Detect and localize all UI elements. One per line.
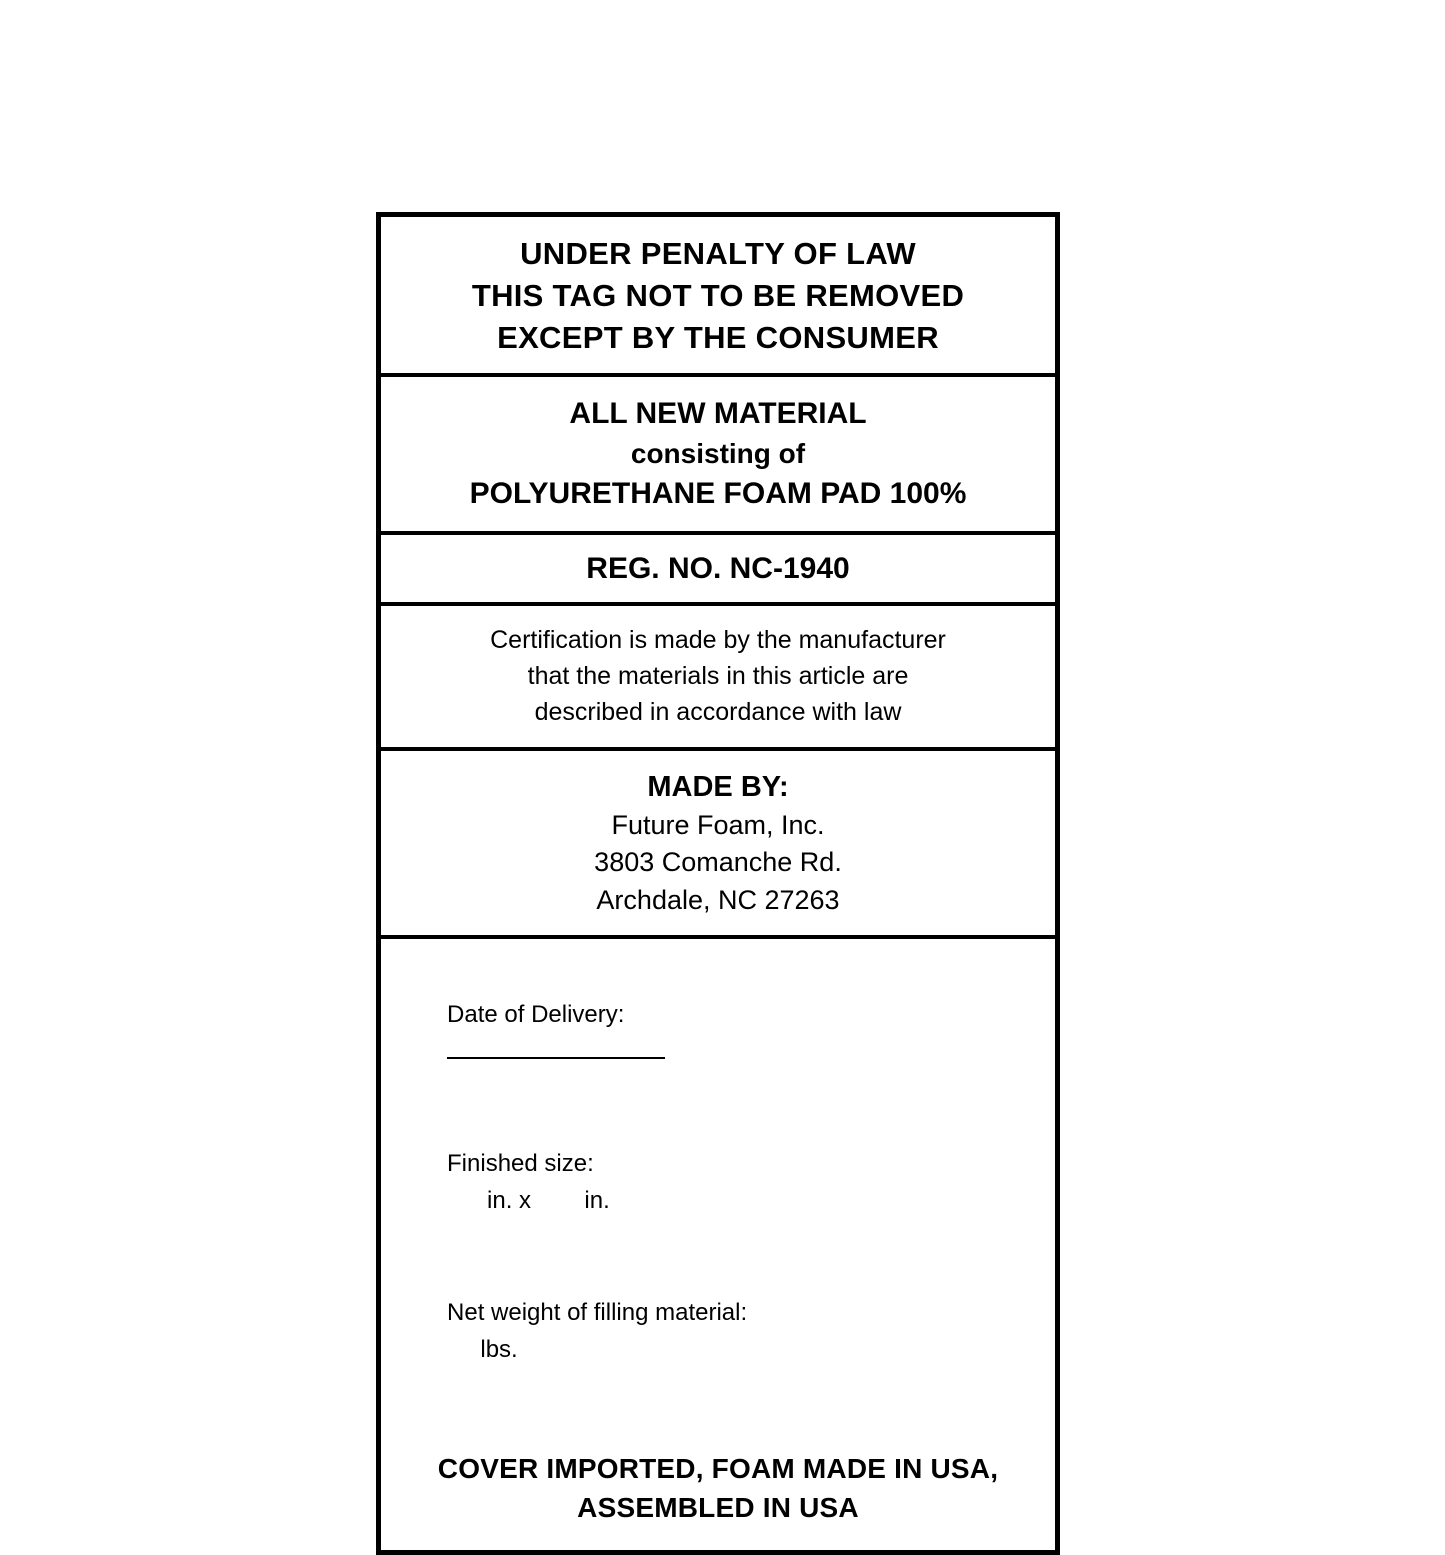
- date-of-delivery-label: Date of Delivery:: [447, 1001, 625, 1029]
- finished-size-value[interactable]: in. x in.: [447, 1187, 610, 1215]
- registration-number: REG. NO. NC-1940: [586, 551, 850, 585]
- certification-line-3: described in accordance with law: [534, 698, 902, 727]
- penalty-line-1: UNDER PENALTY OF LAW: [520, 236, 916, 271]
- origin-line-1: COVER IMPORTED, FOAM MADE IN USA,: [437, 1453, 999, 1485]
- material-line-2: consisting of: [630, 437, 806, 469]
- manufacturer-name: Future Foam, Inc.: [611, 810, 825, 841]
- law-tag: [376, 212, 1060, 1555]
- made-by-heading: MADE BY:: [647, 770, 789, 803]
- date-of-delivery-input[interactable]: [447, 1035, 665, 1059]
- certification-line-2: that the materials in this article are: [527, 662, 909, 691]
- material-line-1: ALL NEW MATERIAL: [569, 397, 867, 431]
- material-line-3: POLYURETHANE FOAM PAD 100%: [469, 477, 967, 511]
- certification-line-1: Certification is made by the manufacturer: [490, 625, 946, 654]
- certification-section: [381, 606, 1055, 751]
- date-of-delivery-row: [407, 959, 1029, 1108]
- net-weight-row: [407, 1256, 1029, 1405]
- registration-number-section: [381, 535, 1055, 606]
- net-weight-label: Net weight of filling material:: [447, 1298, 748, 1326]
- origin-line-2: ASSEMBLED IN USA: [577, 1492, 859, 1524]
- material-content-section: [381, 377, 1055, 534]
- delivery-details-section: [381, 939, 1055, 1550]
- manufacturer-section: [381, 751, 1055, 939]
- penalty-notice-section: [381, 217, 1055, 377]
- finished-size-label: Finished size:: [447, 1149, 594, 1177]
- manufacturer-city-state-zip: Archdale, NC 27263: [596, 884, 840, 915]
- manufacturer-street: 3803 Comanche Rd.: [594, 847, 842, 878]
- net-weight-value[interactable]: lbs.: [447, 1335, 518, 1363]
- finished-size-row: [407, 1108, 1029, 1257]
- origin-statement: [407, 1449, 1029, 1527]
- penalty-line-3: EXCEPT BY THE CONSUMER: [497, 320, 939, 356]
- penalty-line-2: THIS TAG NOT TO BE REMOVED: [471, 278, 965, 314]
